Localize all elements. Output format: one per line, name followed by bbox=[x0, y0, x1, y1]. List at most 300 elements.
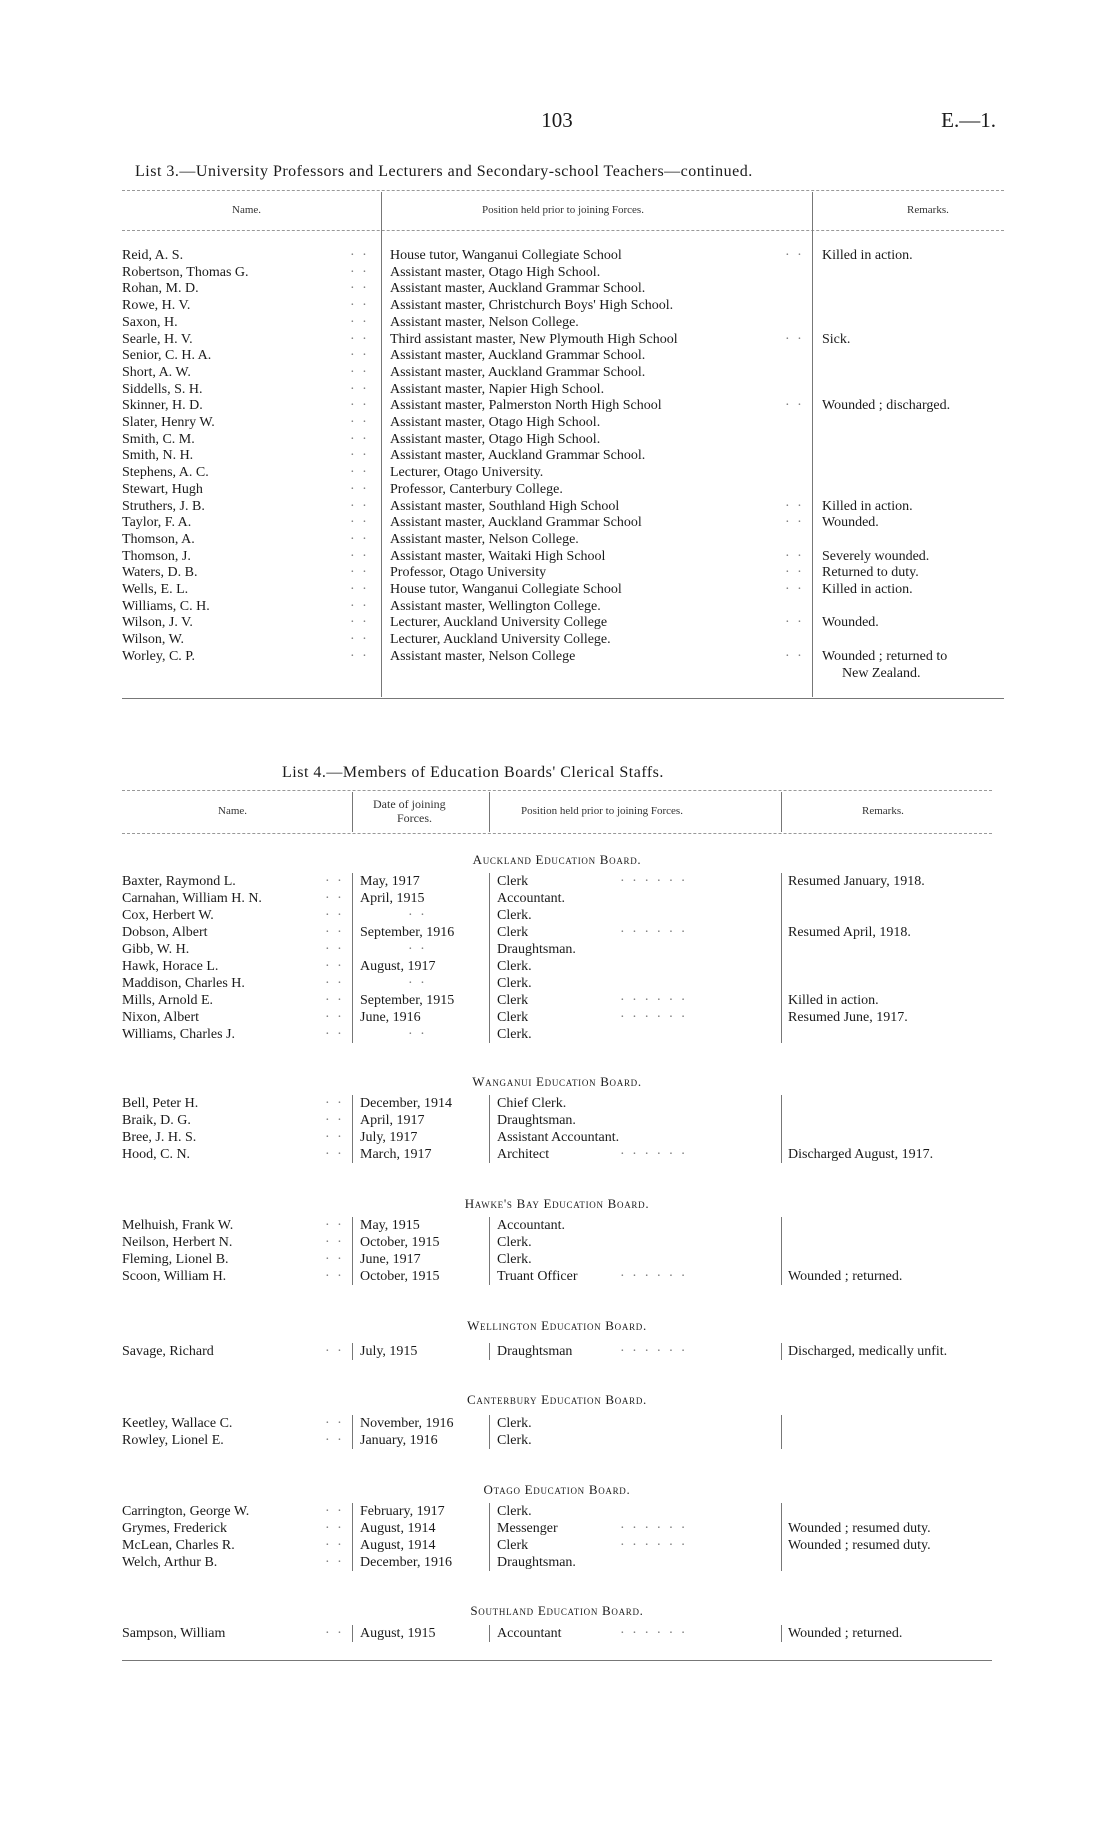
cell-name: Stewart, Hugh bbox=[122, 481, 203, 497]
cell-position: Clerk. bbox=[497, 908, 532, 923]
table-row bbox=[0, 665, 1114, 682]
leader-dots: · · bbox=[350, 415, 369, 430]
cell-position: House tutor, Wanganui Collegiate School bbox=[390, 582, 622, 597]
cell-date: August, 1914 bbox=[360, 1521, 436, 1536]
leader-dots: · · bbox=[325, 908, 344, 923]
leader-dots: · · bbox=[325, 1130, 344, 1145]
cell-position: Assistant master, Otago High School. bbox=[390, 264, 601, 280]
cell-date: February, 1917 bbox=[360, 1504, 445, 1519]
board-heading: Wellington Education Board. bbox=[467, 1318, 647, 1333]
cell-position: Architect bbox=[497, 1147, 550, 1162]
list4-title: List 4.—Members of Education Boards' Clerical Staffs. bbox=[282, 764, 664, 781]
list3-title: List 3.—University Professors and Lecturers and Secondary-school Teachers—continued. bbox=[135, 163, 753, 180]
cell-name: Robertson, Thomas G. bbox=[122, 264, 249, 280]
table-row bbox=[0, 314, 1114, 331]
cell-remarks: Returned to duty. bbox=[822, 565, 919, 581]
cell-date: September, 1915 bbox=[360, 993, 455, 1008]
cell-position: Draughtsman. bbox=[497, 1555, 576, 1570]
leader-dots: · · bbox=[325, 1433, 344, 1448]
cell-name: Baxter, Raymond L. bbox=[122, 874, 236, 889]
cell-name: Keetley, Wallace C. bbox=[122, 1416, 233, 1431]
list3-header-name: Name. bbox=[232, 204, 262, 216]
cell-name: Neilson, Herbert N. bbox=[122, 1235, 233, 1250]
cell-name: Skinner, H. D. bbox=[122, 398, 203, 414]
leader-dots: · · bbox=[325, 1504, 344, 1519]
leader-dots: · · bbox=[350, 331, 369, 347]
board-heading: Hawke's Bay Education Board. bbox=[464, 1196, 650, 1211]
leader-dots: · · · · · · bbox=[620, 993, 688, 1008]
cell-name: Thomson, A. bbox=[122, 531, 195, 547]
leader-dots: · · bbox=[785, 498, 804, 514]
cell-position: Third assistant master, New Plymouth High School bbox=[390, 331, 678, 347]
list4-top-rule bbox=[122, 790, 992, 791]
cell-remarks: Wounded ; resumed duty. bbox=[788, 1521, 931, 1536]
leader-dots: · · bbox=[350, 448, 369, 464]
table-row bbox=[0, 1146, 1114, 1163]
cell-remarks: Wounded. bbox=[822, 515, 879, 531]
cell-position: Clerk. bbox=[497, 1235, 532, 1250]
cell-remarks: Killed in action. bbox=[822, 498, 913, 514]
cell-position: Clerk. bbox=[497, 976, 532, 991]
table-row bbox=[0, 975, 1114, 992]
cell-position: Draughtsman bbox=[497, 1344, 573, 1359]
board-heading: Auckland Education Board. bbox=[472, 852, 642, 867]
cell-name: Short, A. W. bbox=[122, 364, 191, 380]
leader-dots: · · bbox=[350, 381, 369, 397]
leader-dots: · · bbox=[350, 498, 369, 514]
table-row bbox=[0, 531, 1114, 548]
table-row bbox=[0, 581, 1114, 598]
cell-position: Professor, Otago University bbox=[390, 565, 547, 581]
cell-position: Accountant bbox=[497, 1626, 562, 1641]
cell-position: Assistant master, Otago High School. bbox=[390, 431, 601, 447]
cell-name: McLean, Charles R. bbox=[122, 1538, 235, 1553]
list4-header-position: Position held prior to joining Forces. bbox=[521, 805, 683, 817]
cell-name: Williams, Charles J. bbox=[122, 1027, 235, 1042]
cell-name: Thomson, J. bbox=[122, 548, 191, 564]
cell-name: Nixon, Albert bbox=[122, 1010, 199, 1025]
table-row bbox=[0, 1503, 1114, 1520]
cell-position: Assistant master, Auckland Grammar School. bbox=[390, 281, 646, 297]
cell-name: Wilson, J. V. bbox=[122, 615, 193, 631]
cell-remarks: Sick. bbox=[822, 331, 851, 347]
cell-date: December, 1916 bbox=[360, 1555, 452, 1570]
cell-name: Savage, Richard bbox=[122, 1344, 214, 1359]
table-row bbox=[0, 397, 1114, 414]
table-row bbox=[0, 481, 1114, 498]
cell-name: Hawk, Horace L. bbox=[122, 959, 219, 974]
cell-name: Cox, Herbert W. bbox=[122, 908, 214, 923]
cell-position: Clerk bbox=[497, 925, 529, 940]
table-row bbox=[0, 1129, 1114, 1146]
leader-dots: · · bbox=[350, 582, 369, 597]
cell-date: May, 1915 bbox=[360, 1218, 420, 1233]
leader-dots: · · bbox=[350, 598, 369, 614]
cell-date: March, 1917 bbox=[360, 1147, 432, 1162]
cell-remarks: Wounded ; resumed duty. bbox=[788, 1538, 931, 1553]
table-row bbox=[0, 992, 1114, 1009]
leader-dots: · · bbox=[350, 298, 369, 314]
cell-remarks: Severely wounded. bbox=[822, 548, 930, 564]
table-row bbox=[0, 631, 1114, 648]
table-row bbox=[0, 1537, 1114, 1554]
board-heading: Otago Education Board. bbox=[483, 1482, 631, 1497]
leader-dots: · · bbox=[325, 1096, 344, 1111]
leader-dots: · · bbox=[350, 515, 369, 531]
cell-position: Clerk. bbox=[497, 1416, 532, 1431]
cell-date: January, 1916 bbox=[360, 1433, 438, 1448]
cell-position: Chief Clerk. bbox=[497, 1096, 567, 1111]
leader-dots: · · bbox=[785, 398, 804, 414]
cell-position: Lecturer, Auckland University College. bbox=[390, 632, 611, 648]
cell-position: Lecturer, Auckland University College bbox=[390, 615, 608, 631]
table-row bbox=[0, 890, 1114, 907]
leader-dots: · · bbox=[350, 531, 369, 547]
table-row bbox=[0, 498, 1114, 515]
table-row bbox=[0, 514, 1114, 531]
cell-position: Clerk bbox=[497, 993, 529, 1008]
table-row bbox=[0, 1251, 1114, 1268]
cell-name: Maddison, Charles H. bbox=[122, 976, 245, 991]
cell-position: Assistant master, Wellington College. bbox=[390, 598, 601, 614]
leader-dots: · · bbox=[325, 1147, 344, 1162]
cell-position: Clerk. bbox=[497, 1027, 532, 1042]
table-row bbox=[0, 941, 1114, 958]
cell-name: Siddells, S. H. bbox=[122, 381, 203, 397]
table-row bbox=[0, 598, 1114, 615]
cell-name: Fleming, Lionel B. bbox=[122, 1252, 229, 1267]
cell-position: Assistant master, Auckland Grammar School bbox=[390, 515, 642, 531]
leader-dots: · · bbox=[325, 1555, 344, 1570]
list4-header-rule bbox=[122, 833, 992, 834]
cell-position: Clerk bbox=[497, 1538, 529, 1553]
table-row bbox=[0, 1026, 1114, 1043]
cell-date: October, 1915 bbox=[360, 1269, 440, 1284]
cell-name: Struthers, J. B. bbox=[122, 498, 205, 514]
leader-dots: · · · · · · bbox=[620, 874, 688, 889]
cell-position: Accountant. bbox=[497, 891, 566, 906]
list4-col-divider bbox=[781, 792, 782, 832]
list4-col-divider bbox=[352, 792, 353, 832]
table-row bbox=[0, 1095, 1114, 1112]
list3-top-rule bbox=[122, 190, 1004, 191]
cell-name: Smith, N. H. bbox=[122, 448, 194, 464]
cell-remarks: Resumed January, 1918. bbox=[788, 874, 925, 889]
list4-header-name: Name. bbox=[218, 805, 248, 817]
leader-dots: · · bbox=[350, 264, 369, 280]
page-number: 103 bbox=[541, 108, 573, 132]
cell-name: Bree, J. H. S. bbox=[122, 1130, 197, 1145]
cell-name: Reid, A. S. bbox=[122, 248, 184, 263]
board-heading: Canterbury Education Board. bbox=[467, 1392, 647, 1407]
leader-dots: · · bbox=[350, 398, 369, 414]
list4-header-remarks: Remarks. bbox=[862, 805, 904, 817]
leader-dots: · · · · · · bbox=[620, 1010, 688, 1025]
cell-date: May, 1917 bbox=[360, 874, 420, 889]
list4-header-date: Date of joining bbox=[373, 797, 446, 811]
leader-dots: · · bbox=[325, 976, 344, 991]
cell-position: Clerk. bbox=[497, 959, 532, 974]
leader-dots: · · bbox=[350, 632, 369, 648]
cell-name: Dobson, Albert bbox=[122, 925, 208, 940]
cell-date: June, 1917 bbox=[360, 1252, 421, 1267]
list4-col-divider bbox=[489, 792, 490, 832]
leader-dots: · · bbox=[785, 331, 804, 347]
table-row bbox=[0, 447, 1114, 464]
cell-name: Slater, Henry W. bbox=[122, 415, 215, 430]
leader-dots: · · · · · · bbox=[620, 1538, 688, 1553]
cell-name: Rowley, Lionel E. bbox=[122, 1433, 224, 1448]
board-heading: Wanganui Education Board. bbox=[472, 1074, 642, 1089]
cell-date: December, 1914 bbox=[360, 1096, 452, 1111]
leader-dots: · · bbox=[350, 548, 369, 564]
cell-remarks: Resumed April, 1918. bbox=[788, 925, 911, 940]
cell-position: Assistant master, Southland High School bbox=[390, 498, 620, 514]
cell-position: Draughtsman. bbox=[497, 1113, 576, 1128]
cell-name: Carnahan, William H. N. bbox=[122, 891, 262, 906]
list3-header-position: Position held prior to joining Forces. bbox=[482, 204, 644, 216]
cell-name: Welch, Arthur B. bbox=[122, 1555, 218, 1570]
cell-remarks: New Zealand. bbox=[842, 665, 921, 681]
leader-dots: · · bbox=[350, 565, 369, 581]
leader-dots: · · bbox=[325, 942, 344, 957]
leader-dots: · · bbox=[785, 615, 804, 631]
list3-header-remarks: Remarks. bbox=[907, 204, 949, 216]
leader-dots: · · bbox=[785, 565, 804, 581]
table-row bbox=[0, 1432, 1114, 1449]
leader-dots: · · bbox=[325, 1626, 344, 1641]
cell-remarks: Wounded. bbox=[822, 615, 879, 631]
table-row bbox=[0, 958, 1114, 975]
leader-dots: · · bbox=[325, 1344, 344, 1359]
table-row bbox=[0, 1415, 1114, 1432]
cell-position: Messenger bbox=[497, 1521, 558, 1536]
table-row bbox=[0, 431, 1114, 448]
leader-dots: · · bbox=[325, 1269, 344, 1284]
leader-dots: · · bbox=[408, 976, 427, 991]
table-row bbox=[0, 564, 1114, 581]
cell-name: Grymes, Frederick bbox=[122, 1521, 227, 1536]
leader-dots: · · bbox=[325, 993, 344, 1008]
cell-name: Saxon, H. bbox=[122, 314, 178, 330]
cell-position: Assistant master, Auckland Grammar School. bbox=[390, 348, 646, 364]
cell-name: Mills, Arnold E. bbox=[122, 993, 214, 1008]
cell-remarks: Discharged, medically unfit. bbox=[788, 1344, 948, 1359]
cell-position: Assistant master, Nelson College. bbox=[390, 531, 579, 547]
leader-dots: · · bbox=[408, 908, 427, 923]
cell-position: Clerk. bbox=[497, 1252, 532, 1267]
leader-dots: · · bbox=[325, 1538, 344, 1553]
table-row bbox=[0, 1554, 1114, 1571]
cell-name: Wilson, W. bbox=[122, 632, 185, 648]
leader-dots: · · bbox=[325, 1235, 344, 1250]
table-row bbox=[0, 464, 1114, 481]
leader-dots: · · bbox=[350, 465, 369, 481]
table-row bbox=[0, 1625, 1114, 1642]
list4-header-date-2: Forces. bbox=[397, 811, 432, 825]
cell-remarks: Killed in action. bbox=[788, 993, 879, 1008]
leader-dots: · · bbox=[350, 481, 369, 497]
cell-remarks: Wounded ; returned. bbox=[788, 1269, 903, 1284]
cell-date: October, 1915 bbox=[360, 1235, 440, 1250]
table-row bbox=[0, 331, 1114, 348]
leader-dots: · · bbox=[350, 648, 369, 664]
table-row bbox=[0, 297, 1114, 314]
cell-remarks: Killed in action. bbox=[822, 248, 913, 263]
leader-dots: · · · · · · bbox=[620, 1147, 688, 1162]
list3-bottom-rule bbox=[122, 698, 1004, 699]
leader-dots: · · bbox=[350, 314, 369, 330]
table-row bbox=[0, 924, 1114, 941]
cell-position: Assistant master, Palmerston North High School bbox=[390, 398, 662, 414]
cell-date: August, 1915 bbox=[360, 1626, 436, 1641]
cell-position: Assistant master, Napier High School. bbox=[390, 381, 605, 397]
leader-dots: · · bbox=[325, 1252, 344, 1267]
cell-position: Assistant master, Otago High School. bbox=[390, 415, 601, 430]
cell-position: House tutor, Wanganui Collegiate School bbox=[390, 248, 622, 263]
cell-name: Scoon, William H. bbox=[122, 1269, 227, 1284]
leader-dots: · · bbox=[350, 281, 369, 297]
leader-dots: · · bbox=[325, 1113, 344, 1128]
table-row bbox=[0, 280, 1114, 297]
cell-position: Assistant master, Waitaki High School bbox=[390, 548, 606, 564]
board-heading: Southland Education Board. bbox=[470, 1603, 644, 1618]
cell-position: Assistant Accountant. bbox=[497, 1130, 620, 1145]
leader-dots: · · · · · · bbox=[620, 1344, 688, 1359]
leader-dots: · · · · · · bbox=[620, 925, 688, 940]
table-row bbox=[0, 907, 1114, 924]
cell-remarks: Wounded ; returned. bbox=[788, 1626, 903, 1641]
cell-date: November, 1916 bbox=[360, 1416, 454, 1431]
leader-dots: · · bbox=[325, 959, 344, 974]
table-row bbox=[0, 873, 1114, 890]
leader-dots: · · bbox=[325, 874, 344, 889]
cell-date: August, 1917 bbox=[360, 959, 436, 974]
cell-position: Clerk bbox=[497, 874, 529, 889]
leader-dots: · · bbox=[785, 548, 804, 564]
cell-position: Clerk. bbox=[497, 1504, 532, 1519]
series-reference: E.—1. bbox=[941, 108, 996, 132]
leader-dots: · · bbox=[408, 1027, 427, 1042]
cell-name: Rowe, H. V. bbox=[122, 298, 191, 314]
list4-bottom-rule bbox=[122, 1660, 992, 1661]
cell-position: Clerk. bbox=[497, 1433, 532, 1448]
cell-name: Gibb, W. H. bbox=[122, 942, 190, 957]
cell-name: Wells, E. L. bbox=[122, 582, 189, 597]
cell-position: Lecturer, Otago University. bbox=[390, 465, 544, 481]
list3-header-rule bbox=[122, 230, 1004, 231]
table-row bbox=[0, 414, 1114, 431]
leader-dots: · · bbox=[350, 248, 369, 263]
leader-dots: · · bbox=[350, 348, 369, 364]
cell-name: Carrington, George W. bbox=[122, 1504, 250, 1519]
cell-position: Assistant master, Nelson College. bbox=[390, 314, 579, 330]
leader-dots: · · bbox=[325, 925, 344, 940]
table-row bbox=[0, 381, 1114, 398]
table-row bbox=[0, 548, 1114, 565]
cell-position: Truant Officer bbox=[497, 1269, 578, 1284]
leader-dots: · · bbox=[785, 582, 804, 597]
cell-remarks: Discharged August, 1917. bbox=[788, 1147, 934, 1162]
cell-name: Sampson, William bbox=[122, 1626, 226, 1641]
cell-position: Assistant master, Christchurch Boys' High School. bbox=[390, 298, 674, 314]
cell-name: Stephens, A. C. bbox=[122, 465, 209, 481]
leader-dots: · · · · · · bbox=[620, 1626, 688, 1641]
cell-name: Smith, C. M. bbox=[122, 431, 195, 447]
table-row bbox=[0, 264, 1114, 281]
cell-name: Senior, C. H. A. bbox=[122, 348, 212, 364]
cell-remarks: Wounded ; returned to bbox=[822, 648, 948, 664]
cell-name: Bell, Peter H. bbox=[122, 1096, 199, 1111]
cell-position: Assistant master, Auckland Grammar School. bbox=[390, 364, 646, 380]
cell-date: August, 1914 bbox=[360, 1538, 436, 1553]
leader-dots: · · · · · · bbox=[620, 1521, 688, 1536]
table-row bbox=[0, 614, 1114, 631]
cell-name: Waters, D. B. bbox=[122, 565, 198, 581]
table-row bbox=[0, 364, 1114, 381]
leader-dots: · · bbox=[350, 364, 369, 380]
cell-date: April, 1917 bbox=[360, 1113, 425, 1128]
cell-name: Rohan, M. D. bbox=[122, 281, 199, 297]
cell-date: July, 1915 bbox=[360, 1344, 418, 1359]
table-row bbox=[0, 1343, 1114, 1360]
cell-name: Searle, H. V. bbox=[122, 331, 193, 347]
cell-position: Clerk bbox=[497, 1010, 529, 1025]
cell-date: June, 1916 bbox=[360, 1010, 421, 1025]
cell-remarks: Wounded ; discharged. bbox=[822, 398, 951, 414]
leader-dots: · · bbox=[785, 648, 804, 664]
table-row bbox=[0, 247, 1114, 264]
cell-position: Draughtsman. bbox=[497, 942, 576, 957]
cell-name: Hood, C. N. bbox=[122, 1147, 191, 1162]
table-row bbox=[0, 1217, 1114, 1234]
table-row bbox=[0, 1112, 1114, 1129]
leader-dots: · · bbox=[350, 431, 369, 447]
cell-date: July, 1917 bbox=[360, 1130, 418, 1145]
leader-dots: · · bbox=[408, 942, 427, 957]
leader-dots: · · bbox=[325, 1010, 344, 1025]
cell-name: Braik, D. G. bbox=[122, 1113, 191, 1128]
table-row bbox=[0, 1234, 1114, 1251]
cell-date: September, 1916 bbox=[360, 925, 455, 940]
cell-position: Accountant. bbox=[497, 1218, 566, 1233]
leader-dots: · · bbox=[325, 1521, 344, 1536]
leader-dots: · · bbox=[325, 1027, 344, 1042]
cell-remarks: Killed in action. bbox=[822, 582, 913, 597]
table-row bbox=[0, 347, 1114, 364]
cell-name: Taylor, F. A. bbox=[122, 515, 192, 531]
table-row bbox=[0, 1009, 1114, 1026]
cell-position: Assistant master, Nelson College bbox=[390, 648, 576, 664]
leader-dots: · · bbox=[325, 1218, 344, 1233]
cell-remarks: Resumed June, 1917. bbox=[788, 1010, 908, 1025]
cell-name: Worley, C. P. bbox=[122, 648, 196, 664]
cell-name: Williams, C. H. bbox=[122, 598, 210, 614]
leader-dots: · · bbox=[785, 515, 804, 531]
leader-dots: · · bbox=[325, 891, 344, 906]
table-row bbox=[0, 1268, 1114, 1285]
cell-name: Melhuish, Frank W. bbox=[122, 1218, 234, 1233]
table-row bbox=[0, 648, 1114, 665]
cell-date: April, 1915 bbox=[360, 891, 425, 906]
leader-dots: · · bbox=[785, 248, 804, 263]
cell-position: Professor, Canterbury College. bbox=[390, 481, 563, 497]
leader-dots: · · bbox=[325, 1416, 344, 1431]
cell-position: Assistant master, Auckland Grammar School. bbox=[390, 448, 646, 464]
leader-dots: · · · · · · bbox=[620, 1269, 688, 1284]
table-row bbox=[0, 1520, 1114, 1537]
leader-dots: · · bbox=[350, 615, 369, 631]
